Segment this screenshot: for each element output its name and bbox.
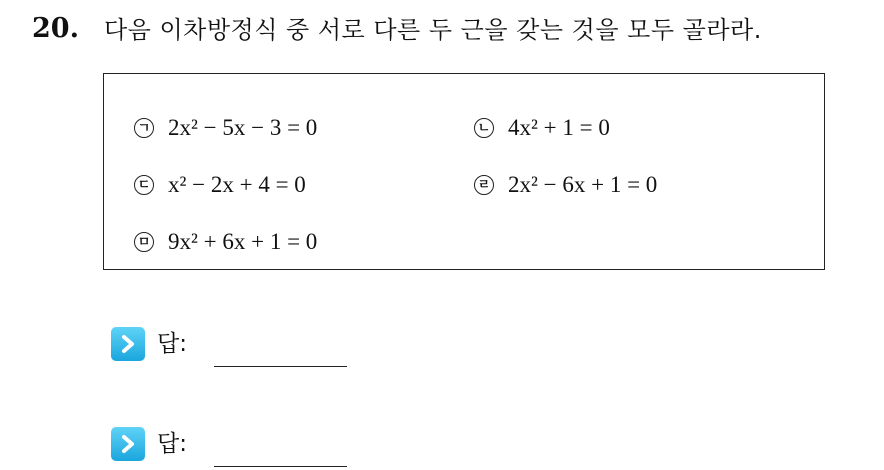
choice-item [474,171,657,199]
choice-item [134,228,317,256]
choice-item [134,171,306,199]
choice-equation: 2x² − 5x − 3 = 0 [168,115,318,140]
choice-item [134,114,317,142]
answer-label: 답: [157,331,187,357]
choice-marker: ㄴ [474,118,494,138]
chevron-right-icon [111,327,145,361]
answer-blank[interactable] [214,366,347,367]
choice-item [474,114,610,142]
answer-row [111,427,187,461]
choice-marker: ㄷ [134,175,154,195]
answer-row [111,327,187,361]
choice-equation: 9x² + 6x + 1 = 0 [168,229,318,254]
answer-label: 답: [157,431,187,457]
question-number: 20. [32,13,79,44]
choice-equation: x² − 2x + 4 = 0 [168,172,306,197]
choice-marker: ㄱ [134,118,154,138]
choice-equation: 4x² + 1 = 0 [508,115,610,140]
choice-equation: 2x² − 6x + 1 = 0 [508,172,658,197]
answer-blank[interactable] [214,466,347,467]
choice-marker: ㅁ [134,232,154,252]
question-text: 다음 이차방정식 중 서로 다른 두 근을 갖는 것을 모두 골라라. [104,16,762,44]
chevron-right-icon [111,427,145,461]
choice-marker: ㄹ [474,175,494,195]
